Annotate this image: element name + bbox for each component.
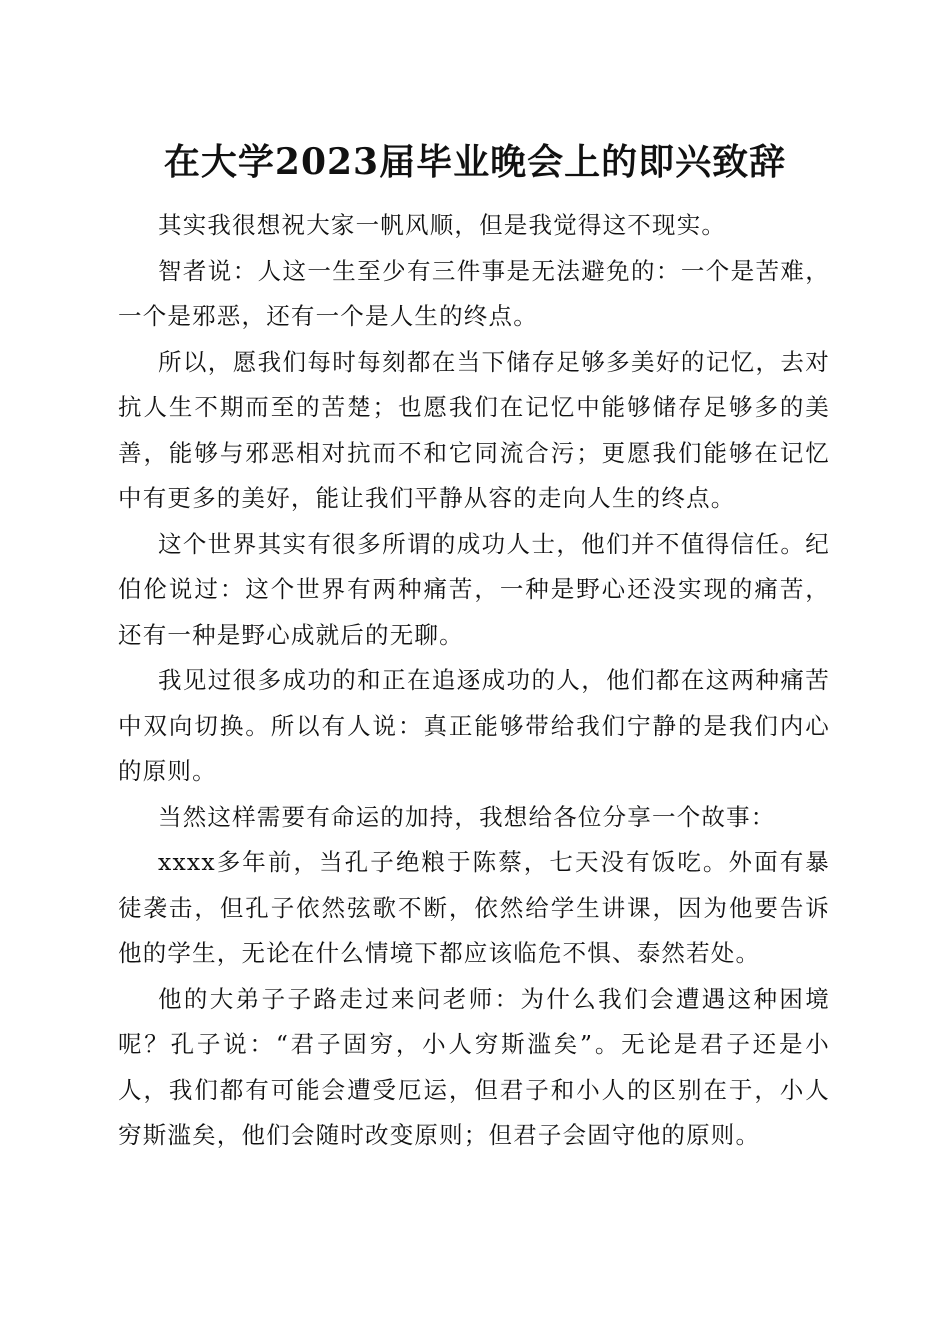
document-body [118, 203, 830, 1159]
paragraph: 我见过很多成功的和正在追逐成功的人，他们都在这两种痛苦中双向切换。所以有人说：真正能够带给我们宁静的是我们内心的原则。 [118, 666, 830, 785]
paragraph: 其实我很想祝大家一帆风顺，但是我觉得这不现实。 [158, 211, 727, 239]
paragraph: 当然这样需要有命运的加持，我想给各位分享一个故事： [158, 802, 776, 831]
paragraph: xxxx多年前，当孔子绝粮于陈蔡，七天没有饭吃。外面有暴徒袭击，但孔子依然弦歌不断，依然给学生讲课，因为他要告诉他的学生，无论在什么情境下都应该临危不惧、泰然若处。 [118, 848, 830, 967]
paragraph: 所以，愿我们每时每刻都在当下储存足够多美好的记忆，去对抗人生不期而至的苦楚；也愿我们在记忆中能够储存足够多的美善，能够与邪恶相对抗而不和它同流合污；更愿我们能够在记忆中有更多的美好，能让我们平静从容的走向人生的终点。 [118, 347, 830, 512]
document-title: 在大学2023届毕业晚会上的即兴致辞 [163, 141, 787, 183]
paragraph: 这个世界其实有很多所谓的成功人士，他们并不值得信任。纪伯伦说过：这个世界有两种痛苦，一种是野心还没实现的痛苦，还有一种是野心成就后的无聊。 [118, 529, 830, 649]
paragraph: 他的大弟子子路走过来问老师：为什么我们会遭遇这种困境呢？孔子说：“君子固穷，小人穷斯滥矣”。无论是君子还是小人，我们都有可能会遭受厄运，但君子和小人的区别在于，小人穷斯滥矣，他们会随时改变原则；但君子会固守他的原则。 [118, 984, 830, 1149]
paragraph: 智者说：人这一生至少有三件事是无法避免的：一个是苦难，一个是邪恶，还有一个是人生的终点。 [118, 256, 830, 330]
